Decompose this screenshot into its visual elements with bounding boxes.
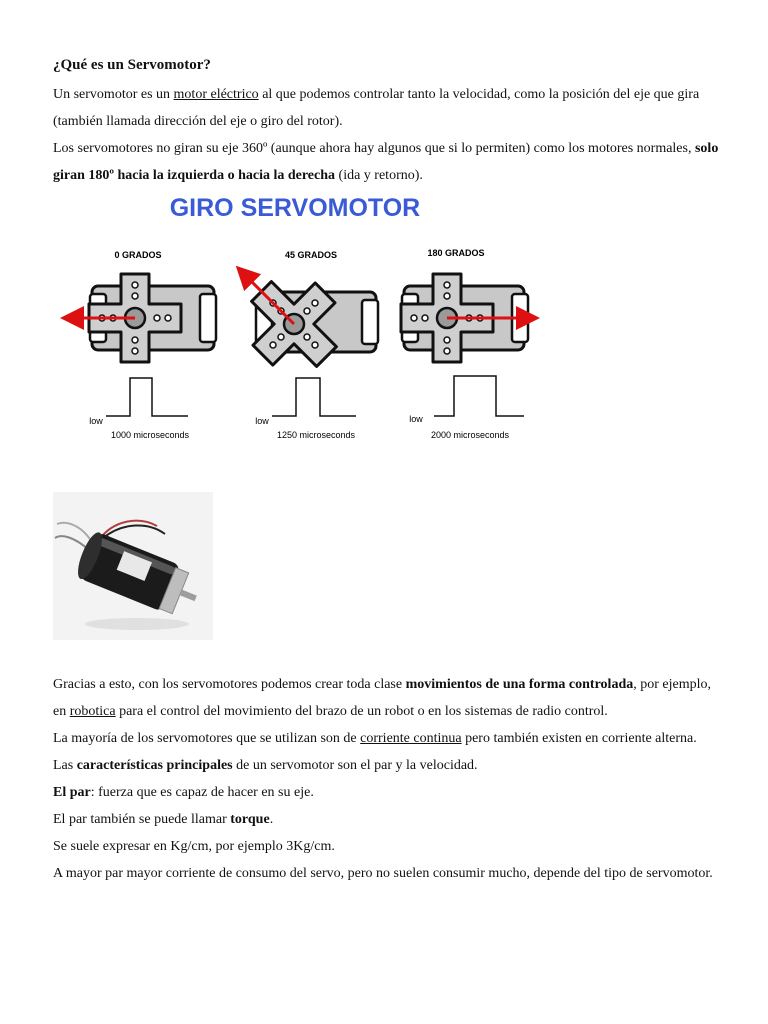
- pulse-width-label: 2000 microseconds: [430, 430, 510, 440]
- servo-panel-0: [66, 250, 216, 440]
- text-run: Un servomotor es un: [53, 87, 174, 102]
- bold-text-run: El par: [53, 785, 91, 800]
- pulse-signal: [434, 376, 524, 416]
- signal-low-label: low: [409, 414, 423, 424]
- text-run: : fuerza que es capaz de hacer en su eje.: [90, 785, 314, 800]
- text-link[interactable]: corriente continua: [360, 731, 462, 746]
- pulse-width-label: 1250 microseconds: [276, 430, 356, 440]
- page-heading: ¿Qué es un Servomotor?: [53, 57, 211, 73]
- pulse-signal: [106, 378, 188, 416]
- servo-panel-45: [230, 250, 378, 440]
- figure-title: GIRO SERVOMOTOR: [169, 194, 421, 222]
- text-link[interactable]: motor eléctrico: [173, 87, 259, 102]
- angle-label: 45 GRADOS: [284, 250, 338, 260]
- mount-tab: [362, 300, 378, 344]
- bold-text-run: características principales: [76, 758, 233, 773]
- bold-text-run: torque: [230, 812, 270, 827]
- text-run: de un servomotor son el par y la velocidad.: [232, 758, 478, 773]
- intro-paragraph: [53, 81, 721, 189]
- body-paragraph: [53, 671, 721, 887]
- angle-label: 0 GRADOS: [114, 250, 162, 260]
- signal-low-label: low: [89, 416, 103, 426]
- text-run: Se suele expresar en Kg/cm, por ejemplo 3Kg/cm.: [53, 839, 335, 854]
- text-run: , por ejemplo, en: [53, 677, 711, 719]
- dc-motor-photo: [53, 492, 213, 640]
- text-link[interactable]: robotica: [69, 704, 116, 719]
- pulse-signal: [272, 378, 356, 416]
- text-run: (ida y retorno).: [335, 168, 423, 183]
- text-run: Gracias a esto, con los servomotores podemos crear toda clase: [53, 677, 406, 692]
- signal-low-label: low: [255, 416, 269, 426]
- angle-label: 180 GRADOS: [427, 248, 485, 258]
- text-run: al que podemos controlar tanto la velocidad, como la posición del eje que gira (también llamada dirección del eje o giro del rotor).: [53, 87, 700, 129]
- servo-panel-180: [401, 248, 534, 440]
- mount-tab: [200, 294, 216, 342]
- pulse-width-label: 1000 microseconds: [110, 430, 190, 440]
- text-run: La mayoría de los servomotores que se utilizan son de: [53, 731, 361, 746]
- text-run: El par también se puede llamar: [53, 812, 231, 827]
- text-run: Las: [53, 758, 77, 773]
- text-run: pero también existen en corriente alterna.: [461, 731, 697, 746]
- text-run: para el control del movimiento del brazo de un robot o en los sistemas de radio control.: [115, 704, 608, 719]
- text-run: Los servomotores no giran su eje 360º (aunque ahora hay algunos que si lo permiten) como los motores normales,: [53, 141, 695, 156]
- bold-text-run: movimientos de una forma controlada: [405, 677, 634, 692]
- text-run: A mayor par mayor corriente de consumo del servo, pero no suelen consumir mucho, depende del tipo de servomotor.: [53, 866, 713, 881]
- servo-rotation-figure: [50, 188, 550, 448]
- bold-text-run: solo giran 180º hacia la izquierda o hacia la derecha: [53, 141, 719, 183]
- text-run: .: [269, 812, 274, 827]
